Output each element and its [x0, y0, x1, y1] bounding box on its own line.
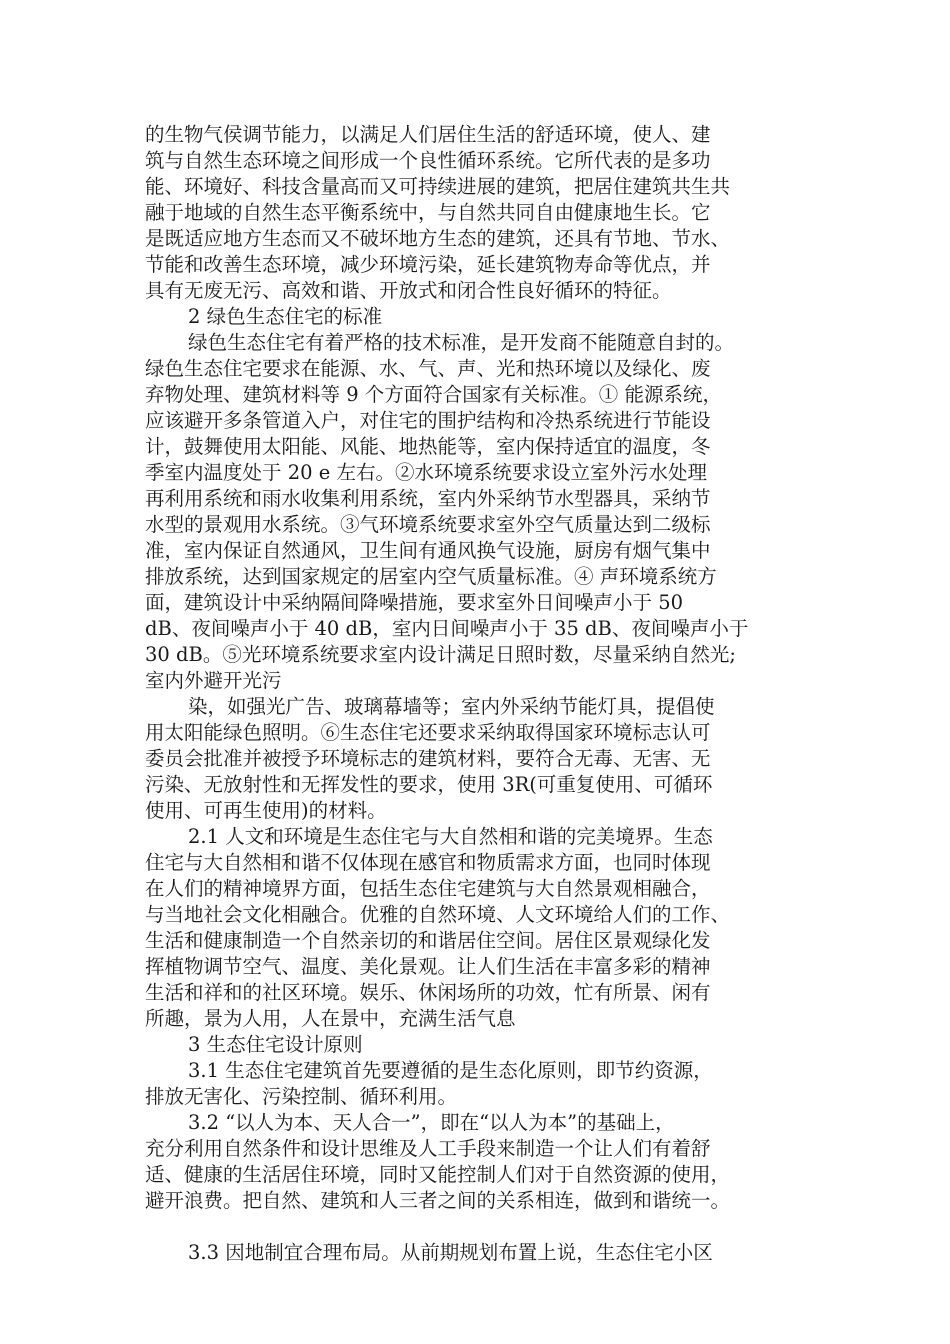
text-line: 住宅与大自然相和谐不仅体现在感官和物质需求方面，也同时体现 [145, 851, 711, 874]
text-line: 准，室内保证自然通风，卫生间有通风换气设施，厨房有烟气集中 [145, 539, 711, 562]
text-line: 室内外避开光污 [145, 669, 282, 692]
text-line: 绿色生态住宅要求在能源、水、气、声、光和热环境以及绿化、废 [145, 357, 711, 380]
text-line: 的生物气侯调节能力，以满足人们居住生活的舒适环境，使人、建 [145, 123, 711, 146]
text-line: 使用、可再生使用)的材料。 [145, 799, 387, 822]
text-line: 季室内温度处于 20 e 左右。②水环境系统要求设立室外污水处理 [145, 461, 707, 484]
text-line: 所趣，景为人用，人在景中，充满生活气息 [145, 1007, 516, 1030]
text-line: 节能和改善生态环境，减少环境污染，延长建筑物寿命等优点，并 [145, 253, 711, 276]
text-line: 生活和祥和的社区环境。娱乐、休闲场所的功效，忙有所景、闲有 [145, 981, 711, 1004]
text-line: 计，鼓舞使用太阳能、风能、地热能等，室内保持适宜的温度，冬 [145, 435, 711, 458]
text-line: 委员会批准并被授予环境标志的建筑材料，要符合无毒、无害、无 [145, 747, 711, 770]
text-line: 2.1 人文和环境是生态住宅与大自然相和谐的完美境界。生态 [188, 825, 713, 848]
text-line: 3.1 生态住宅建筑首先要遵循的是生态化原则，即节约资源， [188, 1059, 713, 1082]
text-line: 是既适应地方生态而又不破坏地方生态的建筑，还具有节地、节水、 [145, 227, 731, 250]
text-line: 避开浪费。把自然、建筑和人三者之间的关系相连，做到和谐统一。 [145, 1189, 731, 1212]
section-heading: 3 生态住宅设计原则 [188, 1033, 363, 1056]
text-line: 弃物处理、建筑材料等 9 个方面符合国家有关标准。① 能源系统， [145, 383, 723, 406]
section-heading: 2 绿色生态住宅的标准 [188, 305, 383, 328]
text-line: 能、环境好、科技含量高而又可持续进展的建筑，把居住建筑共生共 [145, 175, 731, 198]
text-line: 排放无害化、污染控制、循环利用。 [145, 1085, 458, 1108]
text-line: 3.2 “以人为本、天人合一”，即在“以人为本”的基础上， [188, 1111, 675, 1134]
text-line: 30 dB。⑤光环境系统要求室内设计满足日照时数，尽量采纳自然光; [145, 643, 736, 666]
text-line: 适、健康的生活居住环境，同时又能控制人们对于自然资源的使用， [145, 1163, 731, 1186]
text-line: 污染、无放射性和无挥发性的要求，使用 3R(可重复使用、可循环 [145, 773, 713, 796]
text-line: 融于地域的自然生态平衡系统中，与自然共同自由健康地生长。它 [145, 201, 711, 224]
text-line: 筑与自然生态环境之间形成一个良性循环系统。它所代表的是多功 [145, 149, 711, 172]
text-line: 在人们的精神境界方面，包括生态住宅建筑与大自然景观相融合， [145, 877, 711, 900]
text-line: 具有无废无污、高效和谐、开放式和闭合性良好循环的特征。 [145, 279, 672, 302]
text-line: 水型的景观用水系统。③气环境系统要求室外空气质量达到二级标 [145, 513, 711, 536]
text-line: 挥植物调节空气、温度、美化景观。让人们生活在丰富多彩的精神 [145, 955, 711, 978]
text-line: 再利用系统和雨水收集利用系统，室内外采纳节水型器具，采纳节 [145, 487, 711, 510]
text-line: 绿色生态住宅有着严格的技术标准，是开发商不能随意自封的。 [188, 331, 735, 354]
text-line: 用太阳能绿色照明。⑥生态住宅还要求采纳取得国家环境标志认可 [145, 721, 711, 744]
text-line: dB、夜间噪声小于 40 dB，室内日间噪声小于 35 dB、夜间噪声小于 [145, 617, 749, 640]
text-line: 3.3 因地制宜合理布局。从前期规划布置上说，生态住宅小区 [188, 1241, 713, 1264]
text-line: 排放系统，达到国家规定的居室内空气质量标准。④ 声环境系统方 [145, 565, 717, 588]
text-line: 应该避开多条管道入户，对住宅的围护结构和冷热系统进行节能设 [145, 409, 711, 432]
text-line: 面，建筑设计中采纳隔间降噪措施，要求室外日间噪声小于 50 [145, 591, 684, 614]
text-line: 与当地社会文化相融合。优雅的自然环境、人文环境给人们的工作、 [145, 903, 731, 926]
text-line: 染，如强光广告、玻璃幕墙等；室内外采纳节能灯具，提倡使 [188, 695, 715, 718]
text-line: 充分利用自然条件和设计思维及人工手段来制造一个让人们有着舒 [145, 1137, 711, 1160]
text-line: 生活和健康制造一个自然亲切的和谐居住空间。居住区景观绿化发 [145, 929, 711, 952]
